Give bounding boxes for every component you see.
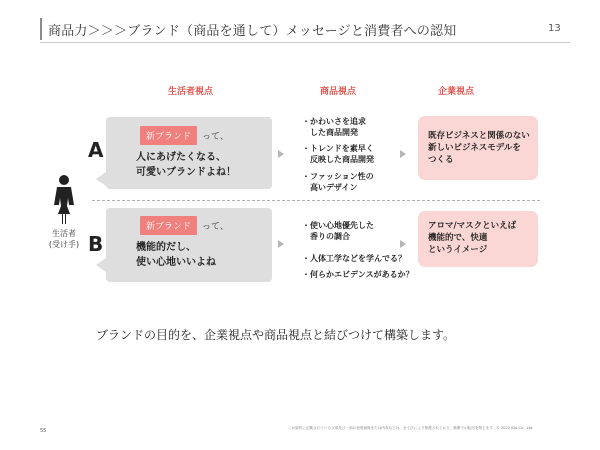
speech-tail-a xyxy=(96,172,106,186)
product-bullet: ・ファッション性の 高いデザイン xyxy=(302,172,374,192)
row-letter-a: A xyxy=(88,138,104,162)
footer-page-number: 55 xyxy=(40,428,47,434)
product-bullet: ・人体工学などを学んでる？ xyxy=(302,254,406,263)
person-icon xyxy=(52,174,76,224)
consumer-quote-b: 機能的だし、 使い心地いいよね xyxy=(136,242,216,268)
brand-tag-b: 新ブランド xyxy=(140,216,197,235)
column-header-product: 商品視点 xyxy=(320,87,357,97)
product-bullet: ・かわいさを追求 した商品開発 xyxy=(302,117,366,137)
company-text-b: アロマ/マスクといえば 機能的で、快適 というイメージ xyxy=(428,221,517,255)
column-header-company: 企業視点 xyxy=(438,87,475,97)
copyright-notice: この資料に記載されている文章及び一部の表現画像または内容などは、全て法により保護されており、無断での転用を禁じます。© 2022 IDA Co., Ltd. xyxy=(288,426,534,430)
column-header-consumer: 生活者視点 xyxy=(168,87,214,97)
arrow-right-icon xyxy=(278,150,284,158)
row-letter-b: B xyxy=(88,232,104,256)
page-number: 13 xyxy=(548,23,561,34)
person-label: 生活者 (受け手) xyxy=(48,229,80,249)
company-text-a: 既存ビジネスと関係のない 新しいビジネスモデルを つくる xyxy=(428,131,530,165)
product-bullet: ・トレンドを素早く 反映した商品開発 xyxy=(302,144,374,164)
tag-suffix-a: って、 xyxy=(202,132,229,142)
brand-tag-a: 新ブランド xyxy=(140,126,197,145)
title-accent-bar xyxy=(40,18,42,40)
consumer-quote-a: 人にあげたくなる、 可愛いブランドよね！ xyxy=(136,152,236,178)
arrow-right-icon xyxy=(400,150,406,158)
arrow-right-icon xyxy=(278,240,284,248)
product-bullet: ・使い心地優先した 香りの調合 xyxy=(302,221,374,241)
tag-suffix-b: って、 xyxy=(202,222,229,232)
product-bullet: ・何らかエビデンスがあるか？ xyxy=(302,270,414,279)
speech-tail-b xyxy=(96,258,106,272)
arrow-right-icon xyxy=(400,240,406,248)
summary-text: ブランドの目的を、企業視点や商品視点と結びつけて構築します。 xyxy=(96,328,456,342)
page-title: 商品力＞＞＞ブランド（商品を通して）メッセージと消費者への認知 xyxy=(48,24,457,39)
row-divider xyxy=(92,200,540,201)
title-divider xyxy=(40,42,570,43)
